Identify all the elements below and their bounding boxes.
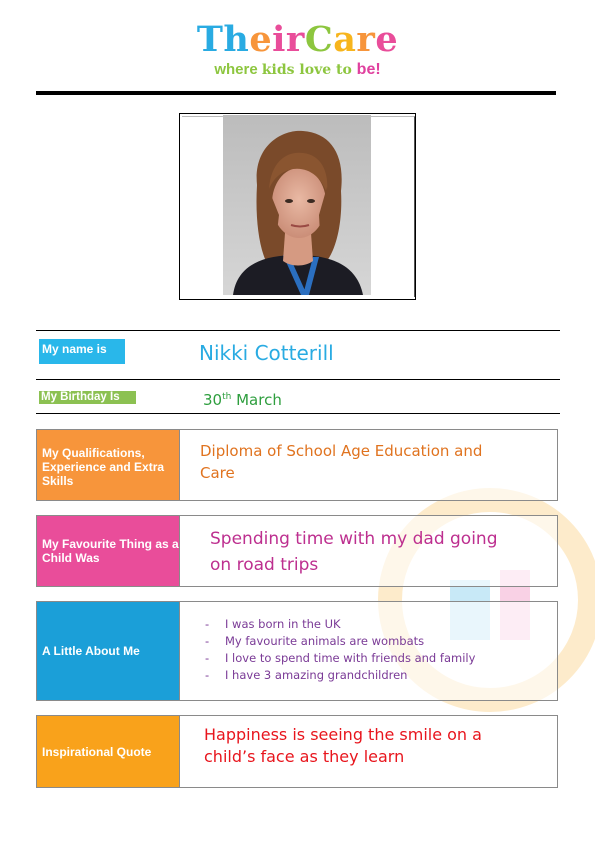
tagline-part: be! <box>356 61 381 78</box>
qualifications-section <box>36 429 558 501</box>
logo-letter: i <box>272 19 286 60</box>
logo-tagline <box>0 61 595 79</box>
list-item: - My favourite animals are wombats <box>205 633 475 650</box>
about-me-section <box>36 601 558 701</box>
logo-letter: h <box>223 19 250 60</box>
qualifications-value: Diploma of School Age Education and Care <box>200 442 483 482</box>
favourite-thing-label: My Favourite Thing as a Child Was <box>37 516 179 586</box>
name-label: My name is <box>39 339 125 364</box>
birthday-suffix: th <box>222 392 232 402</box>
logo-letter: r <box>285 19 305 60</box>
logo-wordmark <box>0 18 595 62</box>
name-value: Nikki Cotterill <box>199 341 334 365</box>
about-me-list <box>205 616 475 684</box>
divider <box>36 330 560 331</box>
logo-letter: C <box>304 19 334 60</box>
inspirational-quote-section <box>36 715 558 788</box>
list-item: - I love to spend time with friends and family <box>205 650 475 667</box>
favourite-thing-value: Spending time with my dad going on road trips <box>210 529 498 575</box>
logo-letter: r <box>356 19 376 60</box>
divider <box>36 413 560 414</box>
birthday-value <box>203 391 282 409</box>
divider <box>36 379 560 380</box>
tagline-part: kids love to <box>261 62 357 78</box>
birthday-label: My Birthday Is <box>39 391 136 404</box>
qualifications-label: My Qualifications, Experience and Extra Skills <box>37 430 179 500</box>
logo-letter: e <box>375 19 399 60</box>
birthday-month: March <box>231 391 282 409</box>
list-item: - I have 3 amazing grandchildren <box>205 667 475 684</box>
profile-photo <box>223 115 371 295</box>
inspirational-quote-label: Inspirational Quote <box>37 716 179 787</box>
list-item: - I was born in the UK <box>205 616 475 633</box>
logo-letter: a <box>333 19 357 60</box>
profile-photo-frame <box>179 113 416 300</box>
inspirational-quote-value: Happiness is seeing the smile on a child’s face as they learn <box>204 725 482 766</box>
birthday-day: 30 <box>203 391 223 409</box>
favourite-thing-section <box>36 515 558 587</box>
header-divider <box>36 91 556 95</box>
logo-letter: T <box>196 19 224 60</box>
tagline-part: where <box>214 61 262 78</box>
about-me-label: A Little About Me <box>37 602 179 700</box>
logo-letter: e <box>249 19 273 60</box>
